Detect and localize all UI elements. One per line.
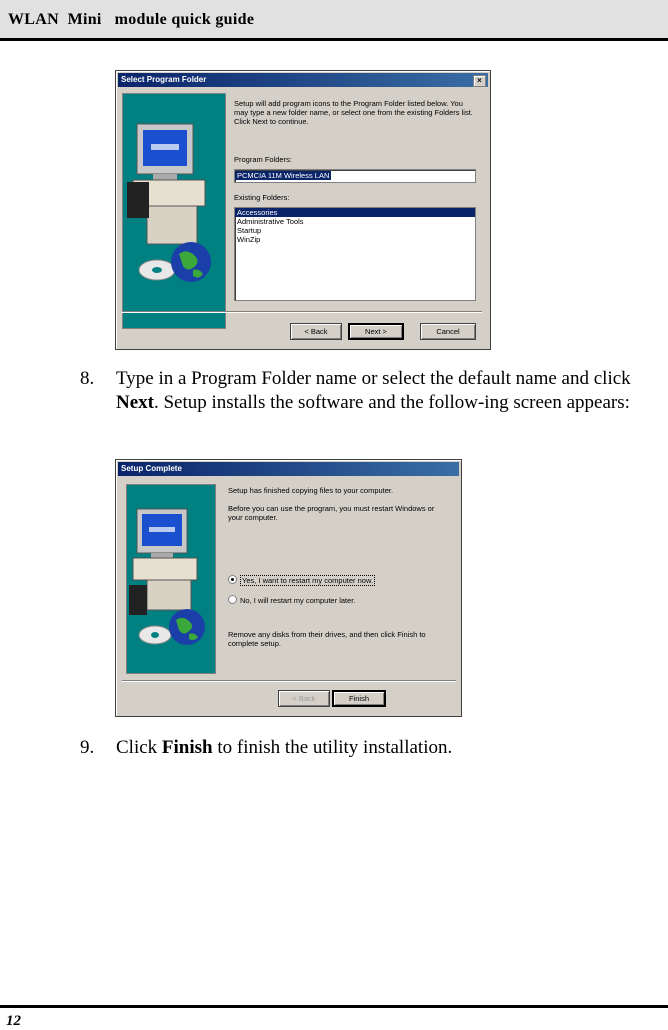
back-button[interactable]: < Back: [290, 323, 342, 340]
dialog-separator: [122, 311, 482, 313]
step-text: [116, 736, 656, 760]
existing-folders-label: Existing Folders:: [234, 193, 290, 202]
footer-rule: [0, 1005, 668, 1008]
dialog-separator: [122, 680, 456, 682]
setup-art-panel: [122, 93, 226, 329]
step-text-after: to finish the utility installation.: [212, 737, 453, 758]
restart-required-text: Before you can use the program, you must restart Windows or your computer.: [228, 504, 435, 522]
step-text: [116, 367, 656, 415]
restart-now-option[interactable]: [228, 575, 375, 586]
radio-checked-icon[interactable]: [228, 575, 237, 584]
dialog-title: Select Program Folder: [121, 75, 207, 84]
step-bold-next: Next: [116, 392, 154, 413]
computer-globe-illustration: [127, 485, 215, 673]
cancel-button[interactable]: Cancel: [420, 323, 476, 340]
dialog-titlebar: [118, 73, 488, 87]
setup-art-panel: [126, 484, 216, 674]
folder-item[interactable]: Administrative Tools: [237, 217, 304, 226]
finish-button[interactable]: Finish: [332, 690, 386, 707]
page-number: 12: [6, 1013, 21, 1029]
restart-later-option[interactable]: [228, 595, 355, 606]
program-folder-value: PCMCIA 11M Wireless LAN: [237, 171, 330, 180]
step-text-after: . Setup installs the software and the follow-ing screen appears:: [153, 392, 630, 413]
program-folder-input[interactable]: [234, 169, 476, 183]
step-bold-finish: Finish: [161, 737, 213, 758]
page-header: [0, 0, 668, 41]
program-folder-label: Program Folders:: [234, 155, 292, 164]
radio-unchecked-icon[interactable]: [228, 595, 237, 604]
header-title: WLAN Mini module quick guide: [8, 11, 255, 28]
step-text-before: Type in a Program Folder name or select the default name and click: [116, 368, 631, 389]
step-number: 9.: [80, 737, 95, 758]
existing-folders-list[interactable]: [234, 207, 476, 301]
computer-globe-illustration: [123, 94, 225, 328]
step-number: 8.: [80, 368, 95, 389]
next-button[interactable]: Next >: [348, 323, 404, 340]
restart-later-label: No, I will restart my computer later.: [240, 596, 356, 605]
back-button: < Back: [278, 690, 330, 707]
folder-item[interactable]: WinZip: [237, 235, 261, 244]
dialog-intro-text: Setup will add program icons to the Program Folder listed below. You may type a new folder name, or select one from the existing Folders list. Click Next to continue.: [234, 99, 473, 126]
folder-item[interactable]: Accessories: [235, 208, 475, 217]
dialog-title: Setup Complete: [121, 464, 182, 473]
folder-item[interactable]: Startup: [237, 226, 262, 235]
dialog-titlebar: [118, 462, 459, 476]
setup-complete-dialog: [115, 459, 462, 717]
restart-now-label: Yes, I want to restart my computer now.: [242, 576, 374, 585]
close-icon[interactable]: ×: [473, 75, 486, 87]
setup-finished-text: Setup has finished copying files to your computer.: [228, 486, 394, 495]
remove-disks-text: Remove any disks from their drives, and then click Finish to complete setup.: [228, 630, 426, 648]
select-program-folder-dialog: [115, 70, 491, 350]
step-text-before: Click: [116, 737, 162, 758]
